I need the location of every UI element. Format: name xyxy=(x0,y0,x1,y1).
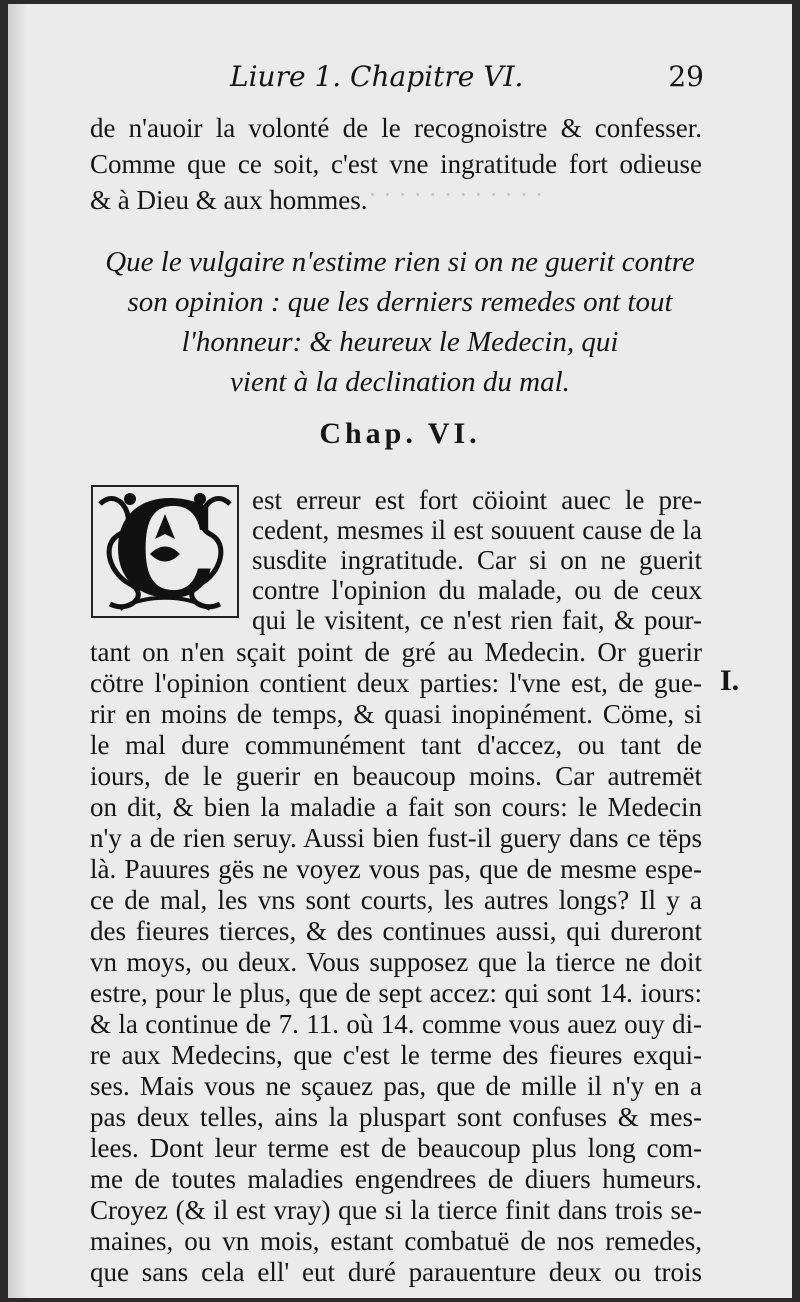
body-line: re aux Medecins, que c'est le terme des fieures exqui- xyxy=(90,1040,702,1070)
body-line: cötre l'opinion contient deux parties: l'vne est, de gue- xyxy=(90,668,702,698)
book-page xyxy=(8,4,792,1298)
chapter-title: Chap. VI. xyxy=(319,417,481,450)
body-line: là. Pauures gës ne voyez vous pas, que de mesme espe- xyxy=(90,854,702,884)
body-line: iours, de le guerir en beaucoup moins. Car autremët xyxy=(90,761,702,791)
margin-note-mark: I. xyxy=(720,664,740,697)
intro-line-1: de n'auoir la volonté de le recognoistre & confesser. xyxy=(90,113,702,143)
body-line: pas deux telles, ains la pluspart sont confuses & mes- xyxy=(90,1102,702,1132)
body-line: maines, ou vn mois, estant combatuë de nos remedes, xyxy=(90,1226,702,1256)
body-line: le mal dure communément tant d'accez, ou tant de xyxy=(90,730,702,760)
chapter-argument-line-4: vient à la declination du mal. xyxy=(230,366,570,398)
first-line-2: cedent, mesmes il est souuent cause de la xyxy=(252,515,702,545)
body-line: ses. Mais vous ne sçauez pas, que de mille il n'y en a xyxy=(90,1071,702,1101)
drop-cap-letter: C xyxy=(112,473,218,628)
body-line: Croyez (& il est vray) que si la tierce finit dans trois se- xyxy=(90,1195,702,1225)
body-line: lees. Dont leur terme est de beaucoup plus long com- xyxy=(90,1133,702,1163)
first-line-4: contre l'opinion du malade, ou de ceux xyxy=(252,575,702,605)
body-line: estre, pour le plus, que de sept accez: qui sont 14. iours: xyxy=(90,978,702,1008)
first-line-1: est erreur est fort cöioint auec le pre- xyxy=(252,485,702,515)
ornamental-initial xyxy=(90,473,240,628)
body-line: ce de mal, les vns sont courts, les autres longs? Il y a xyxy=(90,885,702,915)
body-line: & la continue de 7. 11. où 14. comme vous auez ouy di- xyxy=(90,1009,702,1039)
bleed-through-texture: · · · · · · · · · · · · xyxy=(368,180,544,209)
body-line: on dit, & bien la maladie a fait son cours: le Medecin xyxy=(90,792,702,822)
body-line: que sans cela ell' eut duré parauenture deux ou trois xyxy=(90,1257,702,1287)
chapter-argument-line-1: Que le vulgaire n'estime rien si on ne guerit contre xyxy=(105,246,695,278)
intro-line-2: Comme que ce soit, c'est vne ingratitude fort odieuse xyxy=(90,149,702,179)
body-line: rir en moins de temps, & quasi inopinément. Cöme, si xyxy=(90,699,702,729)
intro-line-3: & à Dieu & aux hommes. xyxy=(90,185,368,215)
chapter-argument-line-3: l'honneur: & heureux le Medecin, qui xyxy=(181,326,619,358)
body-line: tant on n'en sçait point de gré au Medecin. Or guerir xyxy=(90,637,702,667)
page-number: 29 xyxy=(668,60,704,93)
first-line-5: qui le visitent, ce n'est rien fait, & pour- xyxy=(252,605,702,635)
page-header xyxy=(230,60,704,100)
body-line: me de toutes maladies engendrees de diuers humeurs. xyxy=(90,1164,702,1194)
body-line: vn moys, ou deux. Vous supposez que la tierce ne doit xyxy=(90,947,702,977)
chapter-argument-line-2: son opinion : que les derniers remedes ont tout xyxy=(127,286,673,318)
body-line: des fieures tierces, & des continues aussi, qui dureront xyxy=(90,916,702,946)
first-line-3: susdite ingratitude. Car si on ne guerit xyxy=(252,545,702,575)
body-line: n'y a de rien seruy. Aussi bien fust-il guery dans ce tëps xyxy=(90,823,702,853)
running-head: Liure 1. Chapitre VI. xyxy=(230,60,524,93)
